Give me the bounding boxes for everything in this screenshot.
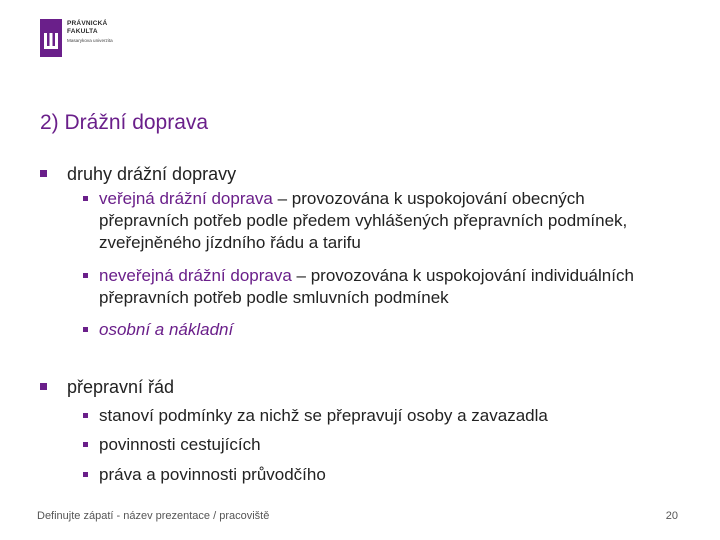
bullet-text: povinnosti cestujících [99, 435, 261, 454]
square-bullet-icon [40, 383, 47, 390]
bullet-text: přepravní řád [67, 377, 175, 397]
highlight-term: neveřejná drážní doprava [99, 266, 292, 285]
university-emblem-icon [40, 19, 62, 57]
bullet-rest: – provozována k uspokojování individuálních přepravních potřeb podle smluvních podmínek [99, 266, 634, 307]
logo-line-1: PRÁVNICKÁ [67, 20, 108, 27]
square-bullet-icon [83, 472, 88, 477]
logo-line-2: FAKULTA [67, 28, 98, 35]
bullet-text: druhy drážní dopravy [67, 164, 237, 184]
footer-text: Definujte zápatí - název prezentace / pracoviště [37, 510, 270, 522]
highlight-term: osobní a nákladní [99, 320, 234, 339]
bullet-rest: – provozována k uspokojování obecných přepravních potřeb podle předem vyhlášených přepravních podmínek, zveřejněného jízdního řádu a tarifu [99, 189, 628, 252]
page-number: 20 [665, 510, 678, 522]
bullet-text: stanoví podmínky za nichž se přepravují osoby a zavazadla [99, 406, 548, 425]
square-bullet-icon [83, 196, 88, 201]
logo-text [67, 20, 113, 45]
square-bullet-icon [83, 327, 88, 332]
square-bullet-icon [83, 442, 88, 447]
logo-line-3: Masarykova univerzita [67, 38, 113, 43]
bullet-text [99, 319, 679, 341]
slide-title: 2) Drážní doprava [40, 111, 209, 134]
faculty-logo [40, 19, 113, 57]
square-bullet-icon [83, 413, 88, 418]
bullet-text: práva a povinnosti průvodčího [99, 465, 326, 484]
highlight-term: veřejná drážní doprava [99, 189, 273, 208]
bullet-text [99, 188, 679, 254]
square-bullet-icon [83, 273, 88, 278]
bullet-text [99, 265, 679, 309]
square-bullet-icon [40, 170, 47, 177]
